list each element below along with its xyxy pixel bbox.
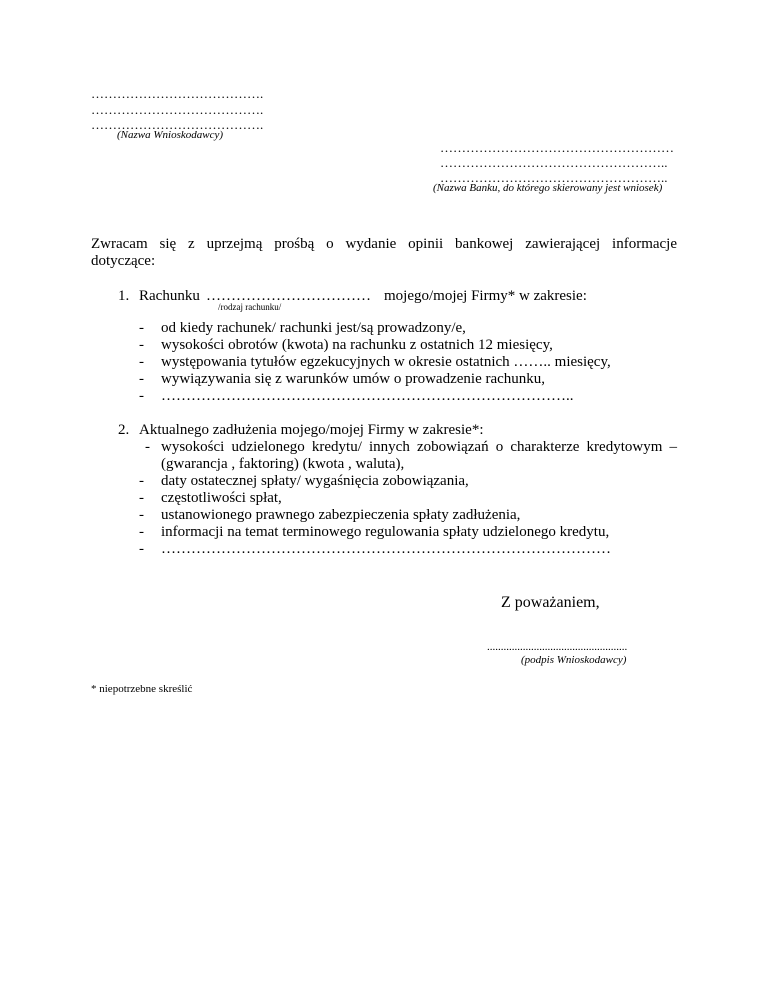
section-1-dots: …………………………… [206,288,371,304]
section-2-number: 2. [118,422,130,438]
section-1-number: 1. [118,288,130,304]
intro-line-1: Zwracam się z uprzejmą prośbą o wydanie opinii bankowej zawierającej informacje [91,236,677,252]
applicant-line-2: …………………………………. [91,102,264,117]
section-1-text-a: Rachunku [139,288,200,304]
account-type-sublabel: /rodzaj rachunku/ [218,302,282,312]
section-1-text-b: mojego/mojej Firmy* w zakresie: [384,288,587,304]
applicant-line-3: …………………………………. [91,117,264,132]
list-item-continuation: (gwarancja , faktoring) (kwota , waluta), [161,456,405,472]
closing-greeting: Z poważaniem, [501,594,600,611]
footnote: * niepotrzebne skreślić [91,683,193,695]
bank-line-1: ……………………………………………… [440,140,674,155]
bank-line-2: …………………………………………….. [440,155,668,170]
applicant-line-1: …………………………………. [91,86,264,101]
intro-line-2: dotyczące: [91,253,156,269]
applicant-caption: (Nazwa Wnioskodawcy) [117,129,224,141]
section-2-heading: Aktualnego zadłużenia mojego/mojej Firmy w zakresie*: [139,422,484,438]
bank-caption: (Nazwa Banku, do którego skierowany jest wniosek) [433,182,663,194]
bank-line-3: …………………………………………….. [440,170,668,185]
signature-caption: (podpis Wnioskodawcy) [521,654,627,666]
signature-line: ................................................... [487,641,628,653]
